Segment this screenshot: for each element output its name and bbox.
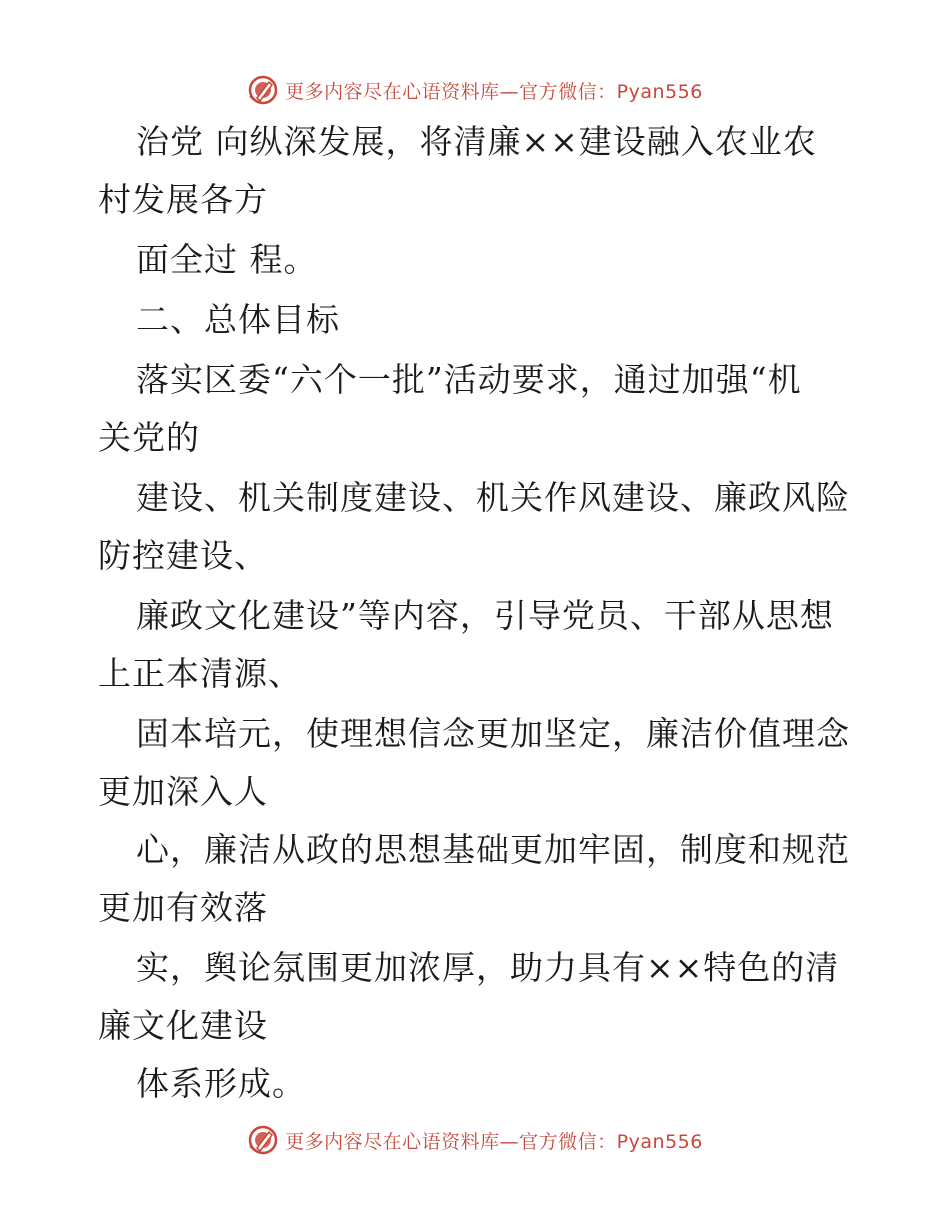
footer-watermark — [0, 1120, 950, 1160]
body-line: 体系形成。 — [136, 1064, 306, 1103]
body-line: 廉文化建设 — [98, 1006, 268, 1045]
body-line: 更加深入人 — [98, 772, 268, 811]
body-line: 面全过 程。 — [136, 240, 318, 279]
fountain-pen-seal-icon — [247, 74, 279, 106]
body-line: 廉政文化建设”等内容，引导党员、干部从思想 — [136, 596, 834, 635]
body-line: 心，廉洁从政的思想基础更加牢固，制度和规范 — [136, 830, 850, 869]
watermark-label: 更多内容尽在心语资料库—官方微信：Pyan556 — [285, 80, 703, 103]
body-line: 关党的 — [98, 418, 200, 457]
body-line: 落实区委“六个一批”活动要求，通过加强“机 — [136, 360, 802, 399]
header-watermark — [0, 70, 950, 110]
body-line: 实，舆论氛围更加浓厚，助力具有××特色的清 — [136, 948, 840, 987]
watermark-label: 更多内容尽在心语资料库—官方微信：Pyan556 — [285, 1130, 703, 1153]
fountain-pen-seal-icon — [247, 1124, 279, 1156]
body-line: 上正本清源、 — [98, 654, 302, 693]
body-line: 防控建设、 — [98, 536, 268, 575]
body-line: 村发展各方 — [98, 180, 268, 219]
body-line: 固本培元，使理想信念更加坚定，廉洁价值理念 — [136, 714, 850, 753]
section-heading: 二、总体目标 — [136, 300, 340, 339]
body-line: 治党 向纵深发展，将清廉××建设融入农业农 — [136, 122, 817, 161]
body-line: 建设、机关制度建设、机关作风建设、廉政风险 — [136, 478, 850, 517]
body-line: 更加有效落 — [98, 888, 268, 927]
